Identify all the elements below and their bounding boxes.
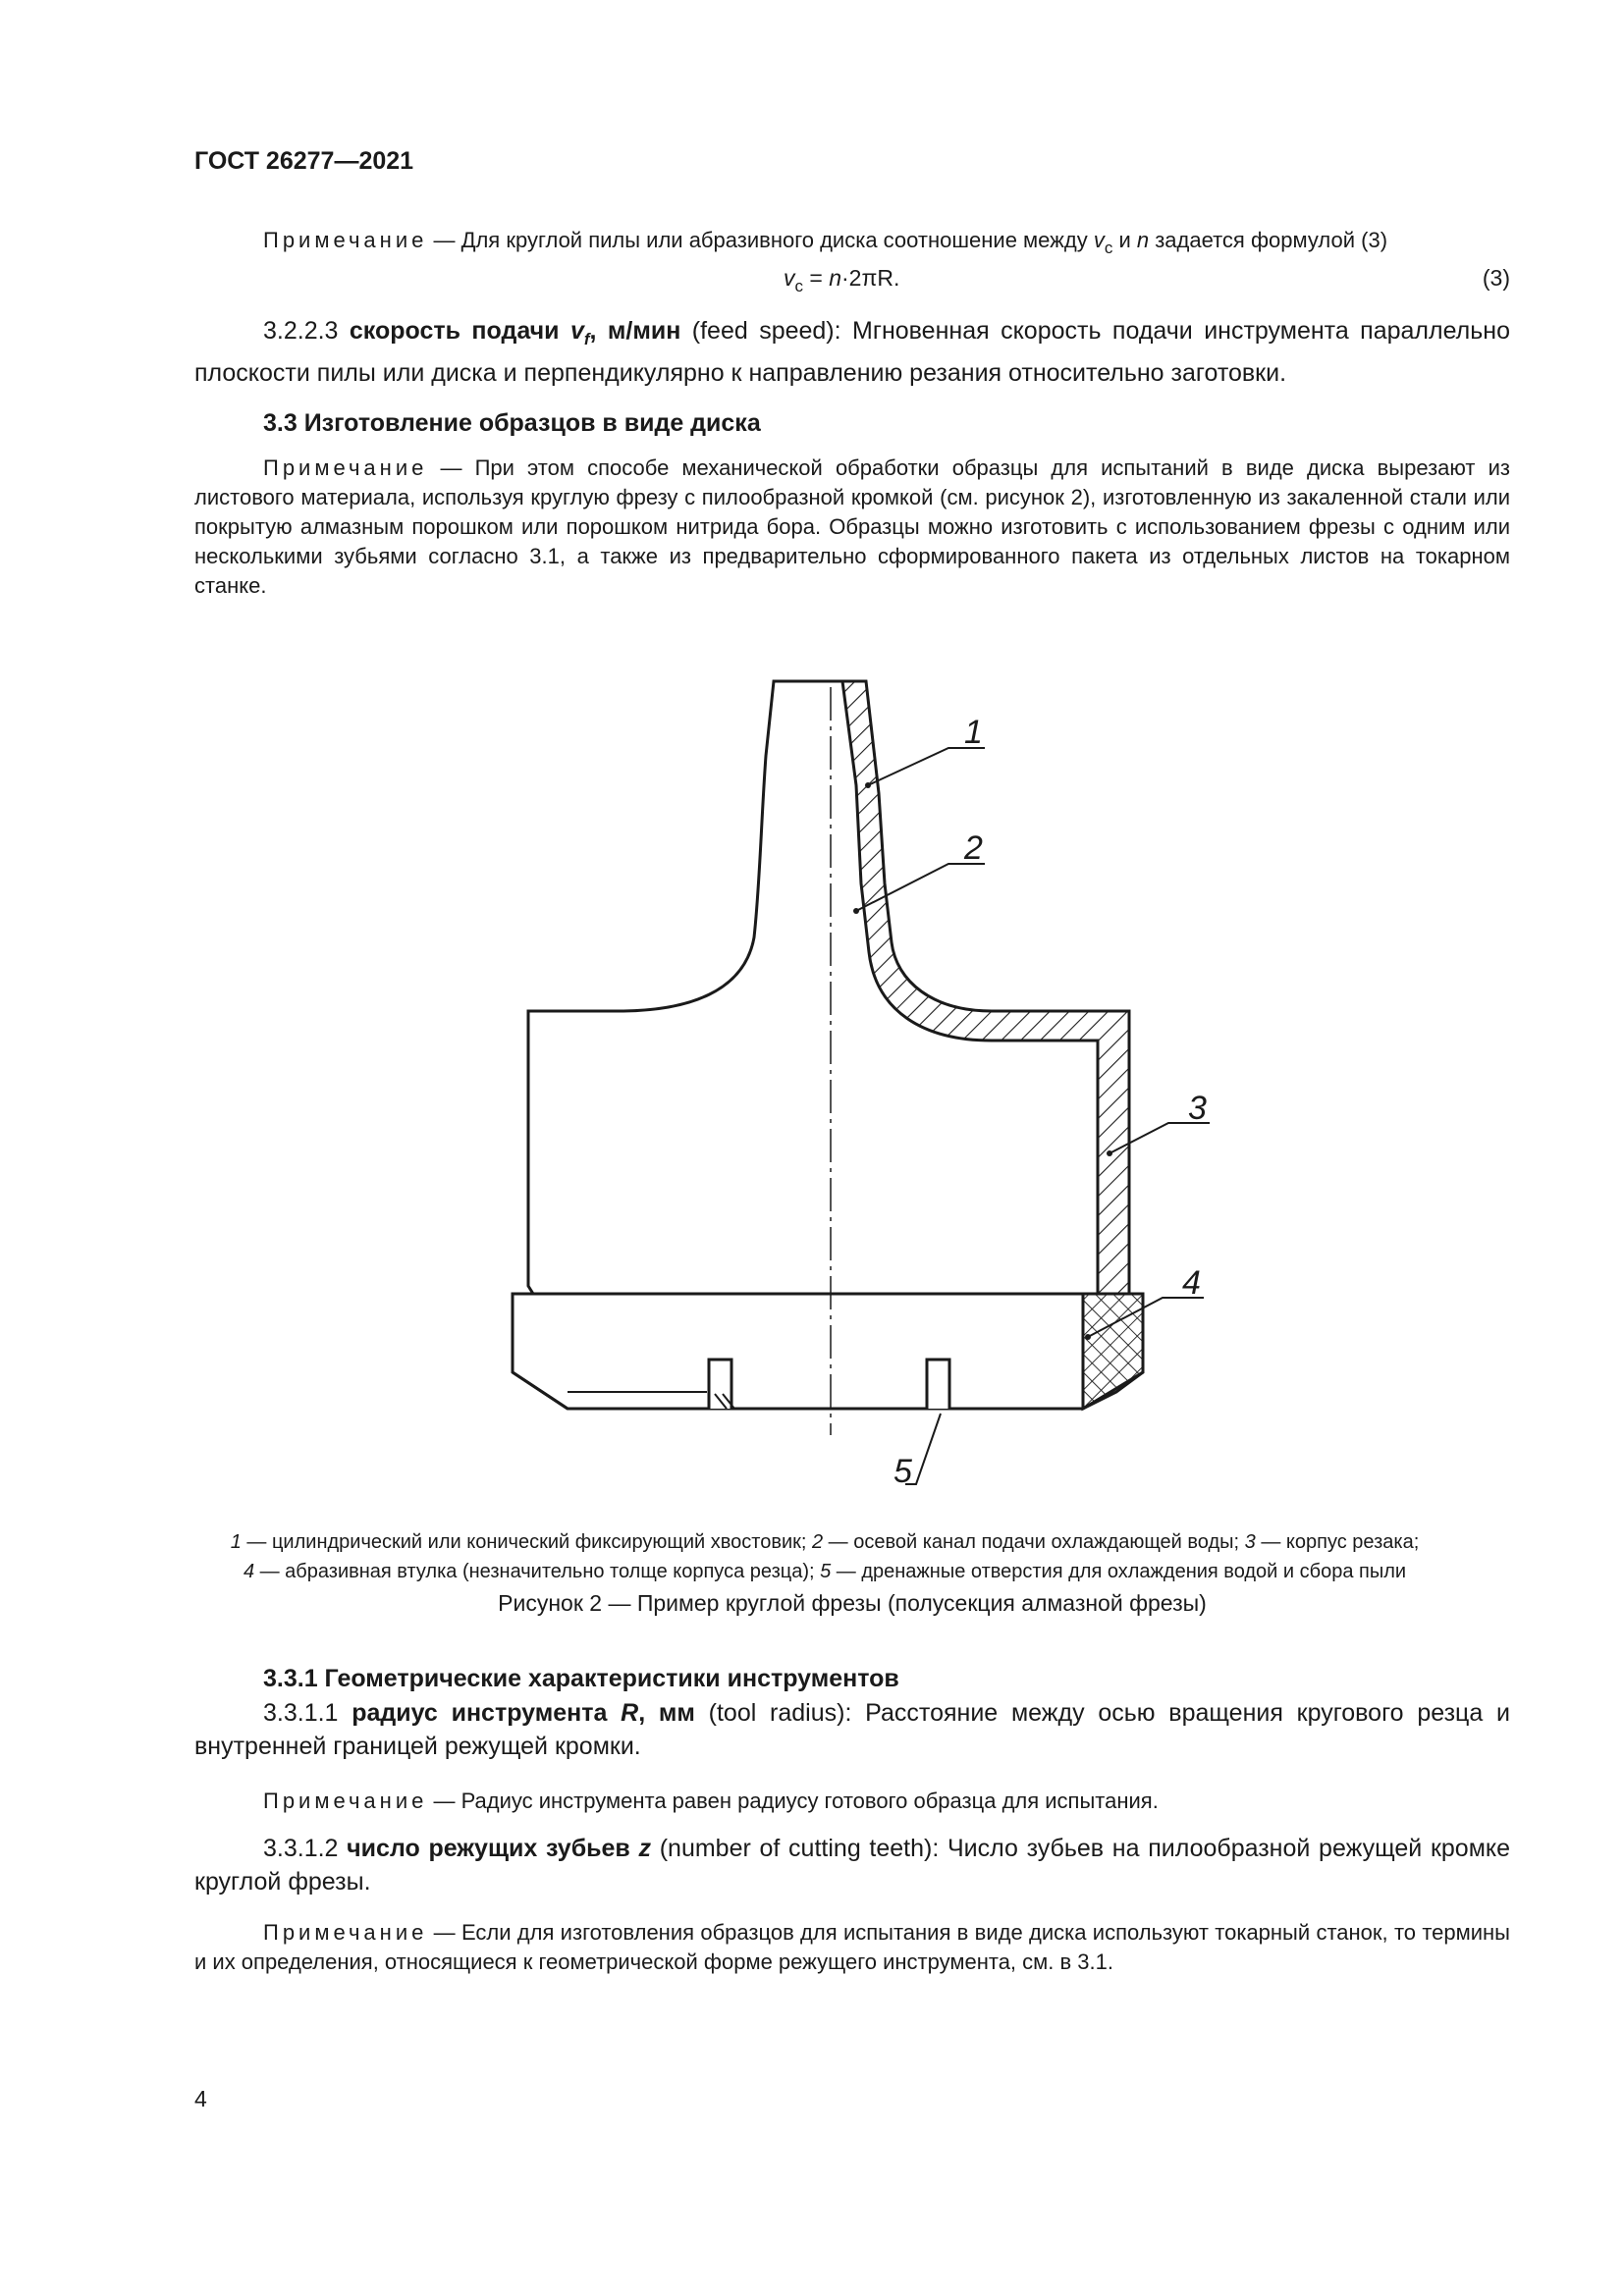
cutter-body-outline: [513, 681, 1143, 1409]
paragraph-3-3-1-2: 3.3.1.2 число режущих зубьев z (number of cutting teeth): Число зубьев на пилообразной режущей кромке круглой фрезы.: [194, 1835, 1511, 1896]
formula-3: $v_c = n\cdot 2\pi R$.: [784, 265, 900, 295]
page-number: 4: [194, 2086, 207, 2111]
legend-line-2: 4 — абразивная втулка (незначительно толще корпуса резца); 5 — дренажные отверстия для охлаждения водой и сбора пыли: [243, 1561, 1407, 1582]
paragraph-3-2-2-3: 3.2.2.3 скорость подачи $v_f$, м/мин (feed speed): Мгновенная скорость подачи инструмента параллельно плоскости пилы или диска и перпендикулярно к направлению резания относительно заготовки.: [194, 317, 1510, 387]
paragraph-3-3-1-1: 3.3.1.1 радиус инструмента R, мм (tool radius): Расстояние между осью вращения кругового резца и внутренней границей режущей кромки.: [194, 1699, 1510, 1760]
note-tool-radius: Примечание — Радиус инструмента равен радиусу готового образца для испытания.: [263, 1789, 1159, 1813]
section-3-3-1-title: 3.3.1 Геометрические характеристики инструментов: [263, 1665, 899, 1692]
note-label: Примечание: [263, 455, 428, 480]
callout-1: 1: [964, 714, 983, 751]
abrasive-sleeve: [1083, 1294, 1143, 1409]
callout-3: 3: [1188, 1090, 1207, 1127]
note-speed-relation: Примечание — Для круглой пилы или абразивного диска соотношение между $v_c$ и n задается формулой (3): [263, 228, 1388, 257]
section-3-3-title: 3.3 Изготовление образцов в виде диска: [263, 409, 761, 437]
note-lathe: Примечание — Если для изготовления образцов для испытания в виде диска используют токарный станок, то термины и их определения, относящиеся к геометрической форме режущего инструмента, см. в 3.1.: [194, 1920, 1510, 1974]
note-label: Примечание: [263, 1789, 428, 1813]
formula-number: (3): [1482, 265, 1510, 291]
cutter-shell-section: [842, 681, 1129, 1294]
callout-5: 5: [893, 1453, 912, 1490]
figure-caption: Рисунок 2 — Пример круглой фрезы (полусекция алмазной фрезы): [498, 1590, 1207, 1616]
callout-2: 2: [964, 829, 983, 867]
note-label: Примечание: [263, 228, 428, 252]
figure-legend: [157, 1527, 1492, 1586]
callout-4: 4: [1182, 1264, 1201, 1302]
note-disc-samples: Примечание — При этом способе механической обработки образцы для испытаний в виде диска вырезают из листового материала, используя круглую фрезу с пилообразной кромкой (см. рисунок 2), изготовленную из закаленной стали или покрытую алмазным порошком или порошком нитрида бора. Образцы можно изготовить с использованием фрезы с одним или несколькими зубьями согласно 3.1, а также из предварительно сформированного пакета из отдельных листов на токарном станке.: [194, 455, 1510, 598]
note-label: Примечание: [263, 1920, 428, 1945]
document-header: ГОСТ 26277—2021: [194, 147, 414, 175]
legend-line-1: 1 — цилиндрический или конический фиксирующий хвостовик; 2 — осевой канал подачи охлаждающей воды; 3 — корпус резака;: [230, 1531, 1420, 1553]
drainage-hole-right: [927, 1360, 949, 1409]
